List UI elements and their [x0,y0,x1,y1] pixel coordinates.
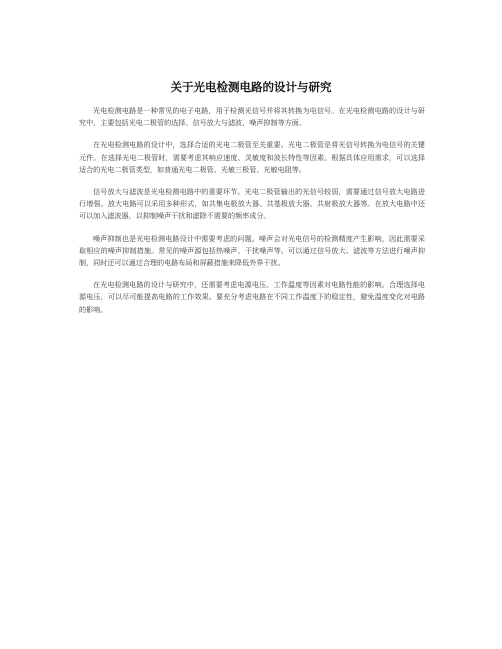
paragraph-5: 在光电检测电路的设计与研究中，还需要考虑电源电压、工作温度等因素对电路性能的影响。合理选择电源电压，可以尽可能提高电路的工作效果。要充分考虑电路在不同工作温度下的稳定性，避免温度变化对电路的影响。 [79,280,425,314]
paragraph-2: 在光电检测电路的设计中，选择合适的光电二极管至关重要。光电二极管是将光信号转换为电信号的关键元件。在选择光电二极管时，需要考虑其响应速度、灵敏度和波长特性等因素。根据具体应用需求，可以选择适合的光电二极管类型，如普通光电二极管、光敏三极管、光敏电阻等。 [79,140,425,174]
paragraph-1: 光电检测电路是一种常见的电子电路，用于检测光信号并将其转换为电信号。在光电检测电路的设计与研究中，主要包括光电二极管的选择、信号放大与滤波、噪声抑制等方面。 [79,106,425,128]
paragraph-3: 信号放大与滤波是光电检测电路中的重要环节。光电二极管输出的光信号较弱，需要通过信号放大电路进行增强。放大电路可以采用多种形式，如共集电极放大器、共基极放大器、共射极放大器等。在放大电路中还可以加入滤波器，以抑制噪声干扰和滤除不需要的频率成分。 [79,187,425,221]
document-title: 关于光电检测电路的设计与研究 [170,80,332,94]
paragraph-4: 噪声抑制也是光电检测电路设计中需要考虑的问题。噪声会对光电信号的检测精度产生影响，因此需要采取相应的噪声抑制措施。常见的噪声源包括热噪声、干扰噪声等。可以通过信号放大、滤波等方法进行噪声抑制，同时还可以通过合理的电路布局和屏蔽措施来降低外界干扰。 [79,233,425,268]
document-body [79,105,425,326]
